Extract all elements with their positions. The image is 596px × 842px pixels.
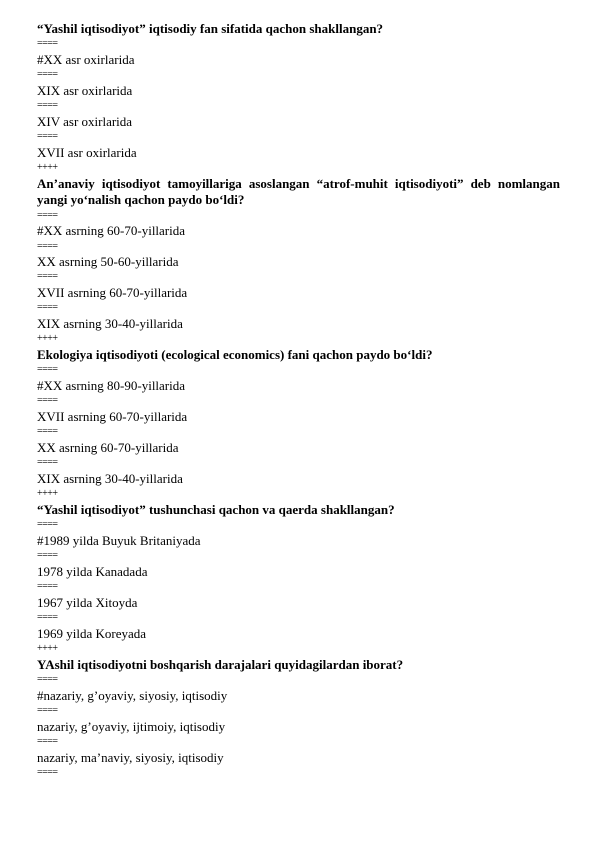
separator: ==== (37, 550, 58, 562)
answer-option: #nazariy, g’oyaviy, siyosiy, iqtisodiy (37, 687, 228, 703)
question-text: YAshil iqtisodiyotni boshqarish darajalari quyidagilardan iborat? (37, 656, 404, 672)
separator: ==== (37, 426, 58, 438)
answer-option: #XX asr oxirlarida (37, 51, 135, 67)
question-text: “Yashil iqtisodiyot” iqtisodiy fan sifatida qachon shakllangan? (37, 21, 384, 36)
separator: ==== (37, 100, 58, 112)
answer-option: nazariy, g’oyaviy, ijtimoiy, iqtisodiy (37, 718, 226, 734)
separator: ==== (37, 69, 58, 81)
separator: ==== (37, 131, 58, 143)
question-text: Ekologiya iqtisodiyoti (ecological economics) fani qachon paydo bo‘ldi? (37, 347, 433, 363)
separator: ==== (37, 519, 58, 531)
answer-option: XVII asrning 60-70-yillarida (37, 285, 188, 301)
answer-option: XVII asrning 60-70-yillarida (37, 409, 188, 425)
separator: ==== (37, 271, 58, 283)
answer-option: XIX asrning 30-40-yillarida (37, 316, 183, 332)
answer-option: #1989 yilda Buyuk Britaniyada (37, 533, 201, 549)
separator: ==== (37, 457, 58, 469)
block-end-marker: ++++ (37, 162, 58, 174)
separator: ==== (37, 705, 58, 717)
answer-option: XIV asr oxirlarida (37, 113, 133, 129)
answer-option: #XX asrning 80-90-yillarida (37, 378, 186, 394)
question-text: “Yashil iqtisodiyot” tushunchasi qachon va qaerda shakllangan? (37, 502, 395, 518)
answer-option: XVII asr oxirlarida (37, 144, 137, 160)
separator: ==== (37, 674, 58, 686)
answer-option: XX asrning 50-60-yillarida (37, 254, 179, 270)
separator: ==== (37, 38, 58, 50)
separator: ==== (37, 736, 58, 748)
block-end-marker: ++++ (37, 333, 58, 345)
separator: ==== (37, 240, 58, 252)
quiz-content (37, 21, 560, 781)
answer-option: XIX asrning 30-40-yillarida (37, 471, 183, 487)
block-end-marker: ++++ (37, 643, 58, 655)
answer-option: nazariy, ma’naviy, siyosiy, iqtisodiy (37, 749, 224, 765)
answer-option: XIX asr oxirlarida (37, 82, 133, 98)
separator: ==== (37, 612, 58, 624)
answer-option: #XX asrning 60-70-yillarida (37, 223, 186, 239)
separator: ==== (37, 209, 58, 221)
answer-option: XX asrning 60-70-yillarida (37, 440, 179, 456)
separator: ==== (37, 767, 58, 779)
answer-option: 1969 yilda Koreyada (37, 626, 147, 641)
question-text: An’anaviy iqtisodiyot tamoyillariga asoslangan “atrof-muhit iqtisodiyoti” deb nomlangan yangi yo‘nalish qachon paydo bo‘ldi? (37, 175, 560, 208)
separator: ==== (37, 364, 58, 376)
separator: ==== (37, 581, 58, 593)
answer-option: 1978 yilda Kanadada (37, 564, 148, 580)
block-end-marker: ++++ (37, 488, 58, 500)
answer-option: 1967 yilda Xitoyda (37, 595, 138, 611)
separator: ==== (37, 302, 58, 314)
separator: ==== (37, 395, 58, 407)
